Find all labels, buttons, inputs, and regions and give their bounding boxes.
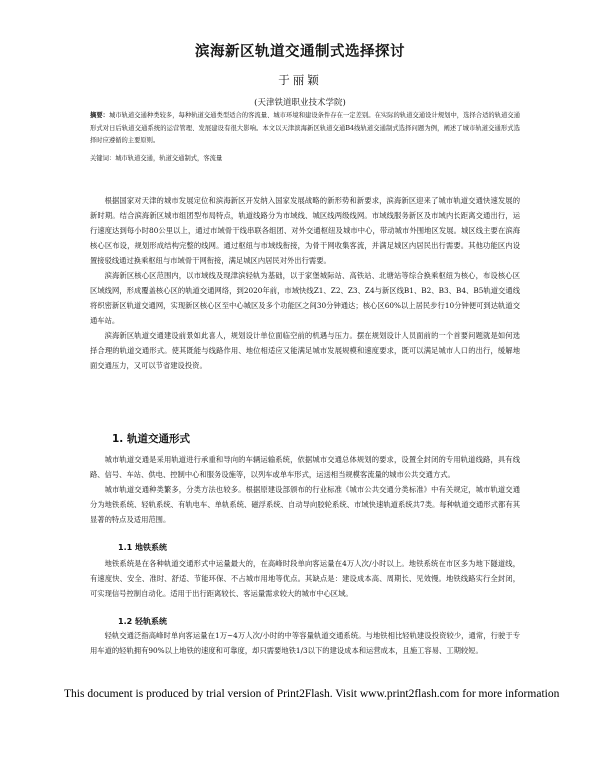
intro-section <box>90 193 520 373</box>
print2flash-watermark: This document is produced by trial version of Print2Flash. Visit www.print2flash.com for more information <box>64 688 560 700</box>
abstract <box>90 110 520 148</box>
keywords-text: 城市轨道交通，轨道交通制式，客流量 <box>115 155 223 162</box>
subsection-1-2-heading: 1.2 轻轨系统 <box>118 617 167 626</box>
intro-paragraph-2: 滨海新区核心区范围内，以市域线及现津滨轻轨为基础，以于家堡城际站、高铁站、北塘站等综合换乘枢纽为核心，布设核心区区域线网，形成覆盖核心区的轨道交通网络，到2020年前，市域快线Z1、Z2、Z3、Z4与新区线B1、B2、B3、B4、B5轨道交通线将织密新区轨道交通网，实现新区核心区至中心城区及多个功能区之间30分钟通达；核心区60%以上居民步行10分钟便可到达轨道交通车站。 <box>90 271 520 325</box>
section-1-body <box>90 452 520 527</box>
affiliation: (天津铁道职业技术学院) <box>254 98 346 108</box>
abstract-label: 摘要： <box>90 112 109 119</box>
section-1-paragraph-1: 城市轨道交通是采用轨道进行承重和导向的车辆运输系统，依据城市交通总体规划的要求，设置全封闭的专用轨道线路，具有线路、信号、车站、供电、控制中心和服务设施等，以列车或单车形式，运送相当规模客流量的城市公共交通方式。 <box>90 455 520 479</box>
author-name: 于丽颖 <box>278 73 322 87</box>
intro-paragraph-3: 滨海新区轨道交通建设前景如此喜人，规划设计单位面临空前的机遇与压力。摆在规划设计人员面前的一个首要问题就是如何选择合理的轨道交通形式。使其既能与线路作用、地位相适应又能满足城市发展规模和速度要求，既可以满足城市人口的出行，缓解地面交通压力，又可以节省建设投资。 <box>90 331 520 370</box>
subsection-1-1-paragraph: 地铁系统是在各种轨道交通形式中运量最大的，在高峰时段单向客运量在4万人次/小时以上。地铁系统在市区多为地下隧道线，有速度快、安全、准时、舒适、节能环保、不占城市用地等优点。其缺点是：建设成本高、周期长、见效慢。地铁线路实行全封闭，可实现信号控制自动化。适用于出行距离较长、客运量需求较大的城市中心区域。 <box>90 559 520 598</box>
subsection-1-2-paragraph: 轻轨交通泛指高峰时单向客运量在1万~4万人次/小时的中等容量轨道交通系统。与地铁相比轻轨建设投资较少，通常，行驶于专用车道的轻轨拥有90%以上地铁的速度和可靠度，却只需要地铁1/3以下的建设成本和运营成本，且施工容易、工期较短。 <box>90 631 520 655</box>
section-1-heading: 1. 轨道交通形式 <box>112 433 190 445</box>
paper-title: 滨海新区轨道交通制式选择探讨 <box>195 44 405 60</box>
keywords-label: 关键词： <box>90 155 116 162</box>
section-1-paragraph-2: 城市轨道交通种类繁多，分类方法也较多。根据原建设部颁布的行业标准《城市公共交通分类标准》中有关规定，城市轨道交通分为地铁系统、轻轨系统、有轨电车、单轨系统、磁浮系统、自动导向胶轮系统、市域快速轨道系统共7类。每种轨道交通形式都有其显著的特点及适用范围。 <box>90 485 520 524</box>
subsection-1-1-body <box>90 556 520 601</box>
intro-paragraph-1: 根据国家对天津的城市发展定位和滨海新区开发纳入国家发展战略的新形势和新要求，滨海新区迎来了城市轨道交通快速发展的新时期。结合滨海新区城市组团型布局特点，轨道线路分为市域线、城区线两级线网。市域线服务新区及市域内长距离交通出行，运行速度达到每小时80公里以上，通过市域骨干线串联各组团、对外交通枢纽及城市中心，带动城市外围地区发展。城区线主要在滨海核心区布设，规划形成结构完整的线网。通过枢纽与市域线衔接，为骨干网收集客流，并满足城区内居民出行需要。其他功能区内设置接驳线通过换乘枢纽与市域骨干网衔接，满足城区内居民对外出行需要。 <box>90 196 520 265</box>
abstract-text: 城市轨道交通种类较多，每种轨道交通类型适合的客流量、城市环境和建设条件存在一定差别。在实际的轨道交通设计规划中，选择合适的轨道交通形式对日后轨道交通系统的运营管理、发展建设有很大影响。本文以天津滨海新区轨道交通B4线轨道交通制式选择问题为例，阐述了城市轨道交通形式选择时应遵循的主要原则。 <box>90 112 521 144</box>
keywords <box>90 153 520 164</box>
subsection-1-1-heading: 1.1 地铁系统 <box>118 543 167 552</box>
subsection-1-2-body <box>90 628 520 658</box>
